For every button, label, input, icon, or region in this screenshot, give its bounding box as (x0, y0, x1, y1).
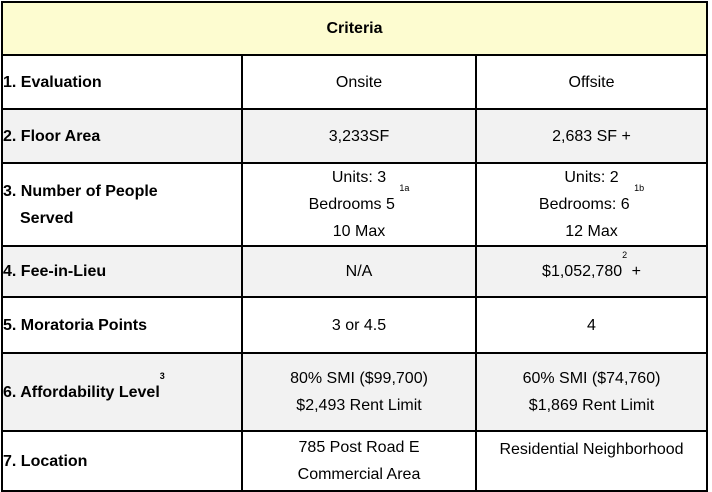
onsite-units: Units: 3 (331, 169, 387, 186)
affordability-offsite-smi: 60% SMI ($74,760) (522, 370, 661, 387)
fee-offsite-footnote: 2 (622, 250, 628, 260)
floor-area-offsite: 2,683 SF + (476, 109, 707, 163)
affordability-label: 6. Affordability Level (3, 383, 160, 401)
header-row (2, 2, 707, 55)
onsite-bedrooms: Bedrooms 5 (308, 196, 400, 213)
offsite-bedrooms-line (477, 183, 706, 218)
location-offsite: Residential Neighborhood (476, 431, 707, 491)
fee-offsite (476, 246, 707, 297)
row-affordability-level (2, 353, 707, 431)
offsite-bedrooms-footnote: 1b (634, 183, 645, 193)
evaluation-onsite: Onsite (242, 55, 476, 109)
row-fee-in-lieu (2, 246, 707, 297)
fee-onsite: N/A (242, 246, 476, 297)
location-onsite-address: 785 Post Road E (298, 439, 420, 456)
people-served-offsite (476, 163, 707, 246)
offsite-bedrooms: Bedrooms: 6 (538, 196, 635, 213)
criteria-table (1, 1, 708, 492)
affordability-offsite-rent: $1,869 Rent Limit (528, 397, 655, 414)
fee-offsite-suffix: + (627, 263, 641, 280)
onsite-bedrooms-line (243, 183, 475, 218)
affordability-onsite-rent: $2,493 Rent Limit (296, 397, 422, 414)
evaluation-label: 1. Evaluation (2, 55, 242, 109)
floor-area-label: 2. Floor Area (2, 109, 242, 163)
moratoria-label: 5. Moratoria Points (2, 297, 242, 353)
location-onsite-area: Commercial Area (297, 466, 421, 483)
people-label-line2: Served (20, 209, 74, 227)
offsite-max: 12 Max (565, 223, 618, 240)
affordability-offsite (476, 353, 707, 431)
criteria-header: Criteria (2, 2, 707, 55)
onsite-max: 10 Max (332, 223, 386, 240)
moratoria-offsite: 4 (476, 297, 707, 353)
fee-offsite-value: $1,052,780 (542, 263, 623, 280)
people-served-label (2, 163, 242, 246)
row-people-served (2, 163, 707, 246)
row-location (2, 431, 707, 491)
fee-label: 4. Fee-in-Lieu (2, 246, 242, 297)
row-evaluation (2, 55, 707, 109)
floor-area-onsite: 3,233SF (242, 109, 476, 163)
offsite-units: Units: 2 (564, 169, 619, 186)
moratoria-onsite: 3 or 4.5 (242, 297, 476, 353)
affordability-onsite-smi: 80% SMI ($99,700) (290, 370, 428, 387)
people-served-onsite (242, 163, 476, 246)
people-label-line1: 3. Number of People (3, 182, 158, 200)
evaluation-offsite: Offsite (476, 55, 707, 109)
row-moratoria-points (2, 297, 707, 353)
onsite-bedrooms-footnote: 1a (399, 183, 410, 193)
affordability-onsite (242, 353, 476, 431)
row-floor-area (2, 109, 707, 163)
affordability-label-cell (2, 353, 242, 431)
location-onsite (242, 431, 476, 491)
location-label: 7. Location (2, 431, 242, 491)
affordability-footnote: 3 (159, 370, 165, 381)
